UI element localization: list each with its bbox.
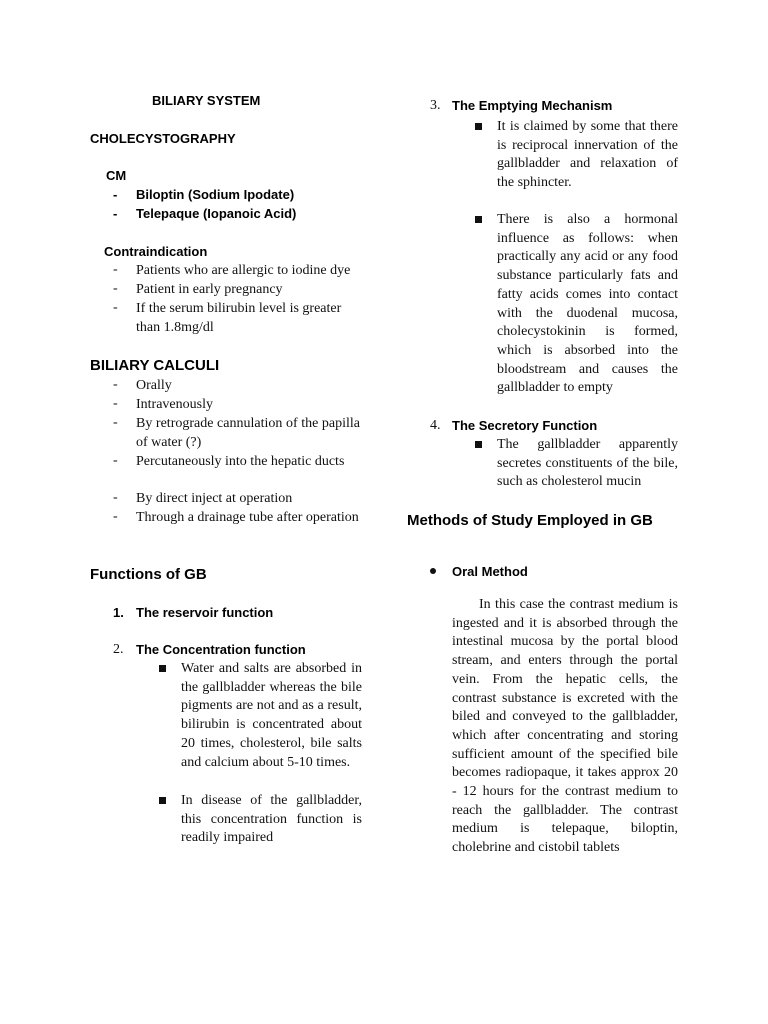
secretory-function-title: The Secretory Function	[452, 418, 598, 433]
list-dash: -	[113, 262, 118, 277]
concentration-bullet: In disease of the gallbladder, this concentration function is readily impaired	[181, 793, 362, 846]
calculi-item: By retrograde cannulation of the papilla of water (?)	[136, 416, 360, 450]
list-dash: -	[113, 509, 118, 524]
round-bullet-icon	[430, 568, 436, 574]
oral-method-title: Oral Method	[452, 564, 528, 579]
square-bullet-icon	[475, 123, 482, 130]
cm-dash: -	[113, 187, 118, 202]
square-bullet-icon	[475, 216, 482, 223]
concentration-function-title: The Concentration function	[136, 642, 306, 657]
list-dash: -	[113, 490, 118, 505]
cholecystography-heading: CHOLECYSTOGRAPHY	[90, 131, 236, 146]
square-bullet-icon	[159, 797, 166, 804]
function-number: 3.	[430, 98, 441, 113]
list-dash: -	[113, 300, 118, 315]
concentration-bullet: Water and salts are absorbed in the gallbladder whereas the bile pigments are not and as a result, bilirubin is concentrated about 20 times, cholesterol, bile salts and calcium about 5-10 times.	[181, 661, 362, 770]
list-dash: -	[113, 415, 118, 430]
contra-item: Patient in early pregnancy	[136, 282, 283, 297]
calculi-item: By direct inject at operation	[136, 491, 293, 506]
biliary-calculi-heading: BILIARY CALCULI	[90, 357, 220, 374]
square-bullet-icon	[159, 665, 166, 672]
function-number: 1.	[113, 605, 124, 620]
calculi-item: Intravenously	[136, 397, 213, 412]
cm-dash: -	[113, 206, 118, 221]
function-number: 2.	[113, 642, 124, 657]
cm-label: CM	[106, 168, 127, 183]
list-dash: -	[113, 396, 118, 411]
methods-heading: Methods of Study Employed in GB	[407, 512, 653, 529]
contra-item: Patients who are allergic to iodine dye	[136, 263, 351, 278]
cm-item: Biloptin (Sodium Ipodate)	[136, 187, 295, 202]
functions-heading: Functions of GB	[90, 566, 207, 583]
list-dash: -	[113, 453, 118, 468]
cm-item: Telepaque (Iopanoic Acid)	[136, 206, 297, 221]
emptying-mechanism-title: The Emptying Mechanism	[452, 98, 613, 113]
square-bullet-icon	[475, 441, 482, 448]
calculi-item: Orally	[136, 378, 172, 393]
emptying-bullet: There is also a hormonal influence as follows: when practically any acid or any food substance particularly fats and fatty acids comes into contact with the duodenal mucosa, cholecystokinin is formed, which is absorbed into the bloodstream and causes the gallbladder to empty	[497, 212, 678, 396]
oral-method-paragraph: In this case the contrast medium is ingested and it is absorbed through the intestinal mucosa by the portal blood stream, and enters through the portal vein. From the hepatic cells, the contrast substance is excreted with the biled and conveyed to the gallbladder, which after concentrating and storing sufficient amount of the specified bile becomes radiopaque, it takes approx 20 - 12 hours for the contrast medium to reach the gallbladder. The contrast medium is telepaque, biloptin, cholebrine and cistobil tablets	[452, 597, 678, 856]
contraindication-label: Contraindication	[104, 244, 208, 259]
list-dash: -	[113, 281, 118, 296]
emptying-bullet: It is claimed by some that there is reciprocal innervation of the gallbladder and relaxation of the sphincter.	[497, 119, 678, 191]
secretory-bullet: The gallbladder apparently secretes constituents of the bile, such as cholesterol mucin	[497, 437, 678, 490]
reservoir-function-title: The reservoir function	[136, 605, 274, 620]
list-dash: -	[113, 377, 118, 392]
calculi-item: Percutaneously into the hepatic ducts	[136, 454, 345, 469]
calculi-item: Through a drainage tube after operation	[136, 510, 359, 525]
contra-item: If the serum bilirubin level is greater than 1.8mg/dl	[136, 301, 342, 335]
page-title: BILIARY SYSTEM	[152, 93, 261, 108]
function-number: 4.	[430, 418, 441, 433]
